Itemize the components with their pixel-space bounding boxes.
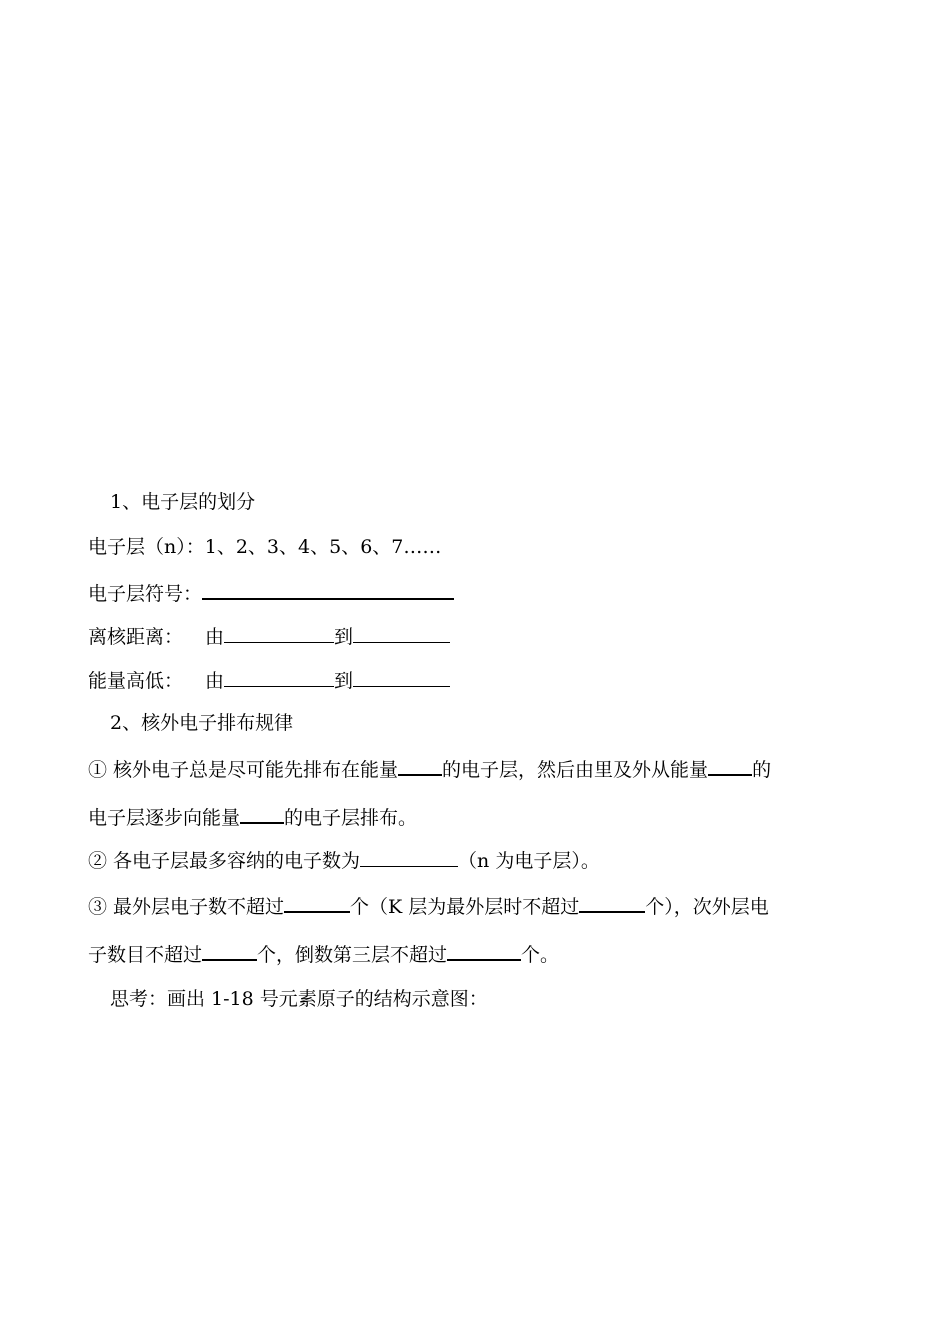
distance-label: 离核距离： — [88, 626, 184, 648]
energy-label: 能量高低： — [88, 670, 184, 692]
symbol-blank — [202, 580, 454, 600]
rule3-text-e: 个，倒数第三层不超过 — [257, 944, 448, 966]
section2-heading: 2、核外电子排布规律 — [110, 712, 294, 734]
rule1-text-e: 的电子层排布。 — [284, 807, 418, 829]
rule2-text-a: ② 各电子层最多容纳的电子数为 — [88, 850, 361, 872]
layers-values: 1、2、3、4、5、6、7…… — [204, 536, 442, 558]
rule3-text-c: 个），次外层电 — [645, 896, 769, 918]
symbol-line — [88, 580, 454, 606]
rule1-blank-3 — [240, 804, 284, 824]
rule3-line1 — [88, 893, 769, 919]
energy-to-blank — [353, 668, 450, 687]
rule3-text-d: 子数目不超过 — [88, 944, 203, 966]
rule3-text-f: 个。 — [521, 944, 560, 966]
layers-label: 电子层（n）： — [88, 536, 205, 558]
rule1-blank-1 — [398, 756, 442, 776]
energy-from-blank — [224, 668, 334, 687]
energy-line — [88, 668, 450, 693]
rule3-blank-4 — [447, 941, 521, 961]
rule1-line2 — [88, 804, 417, 830]
rule1-text-c: 的 — [752, 759, 772, 781]
rule1-text-b: 的电子层，然后由里及外从能量 — [442, 759, 709, 781]
layers-line — [88, 535, 441, 559]
distance-from: 由 — [205, 626, 225, 648]
rule1-text-d: 电子层逐步向能量 — [88, 807, 241, 829]
distance-line — [88, 624, 450, 649]
rule2-text-b: （n 为电子层）。 — [458, 850, 600, 872]
rule1-line1 — [88, 756, 771, 782]
rule1-text-a: ① 核外电子总是尽可能先排布在能量 — [88, 759, 399, 781]
distance-to-blank — [353, 624, 450, 643]
rule1-blank-2 — [708, 756, 752, 776]
rule3-blank-1 — [284, 893, 350, 913]
energy-from: 由 — [205, 670, 225, 692]
rule2-blank — [360, 848, 458, 867]
rule3-blank-3 — [202, 941, 257, 961]
distance-to: 到 — [334, 626, 354, 648]
distance-from-blank — [224, 624, 334, 643]
rule2-line — [88, 848, 600, 873]
symbol-label: 电子层符号： — [88, 583, 203, 605]
section1-heading: 1、电子层的划分 — [110, 491, 256, 513]
rule3-blank-2 — [579, 893, 645, 913]
think-prompt: 思考：画出 1-18 号元素原子的结构示意图： — [110, 988, 488, 1010]
rule3-text-a: ③ 最外层电子数不超过 — [88, 896, 285, 918]
rule3-text-b: 个（K 层为最外层时不超过 — [350, 896, 580, 918]
rule3-line2 — [88, 941, 559, 967]
energy-to: 到 — [334, 670, 354, 692]
